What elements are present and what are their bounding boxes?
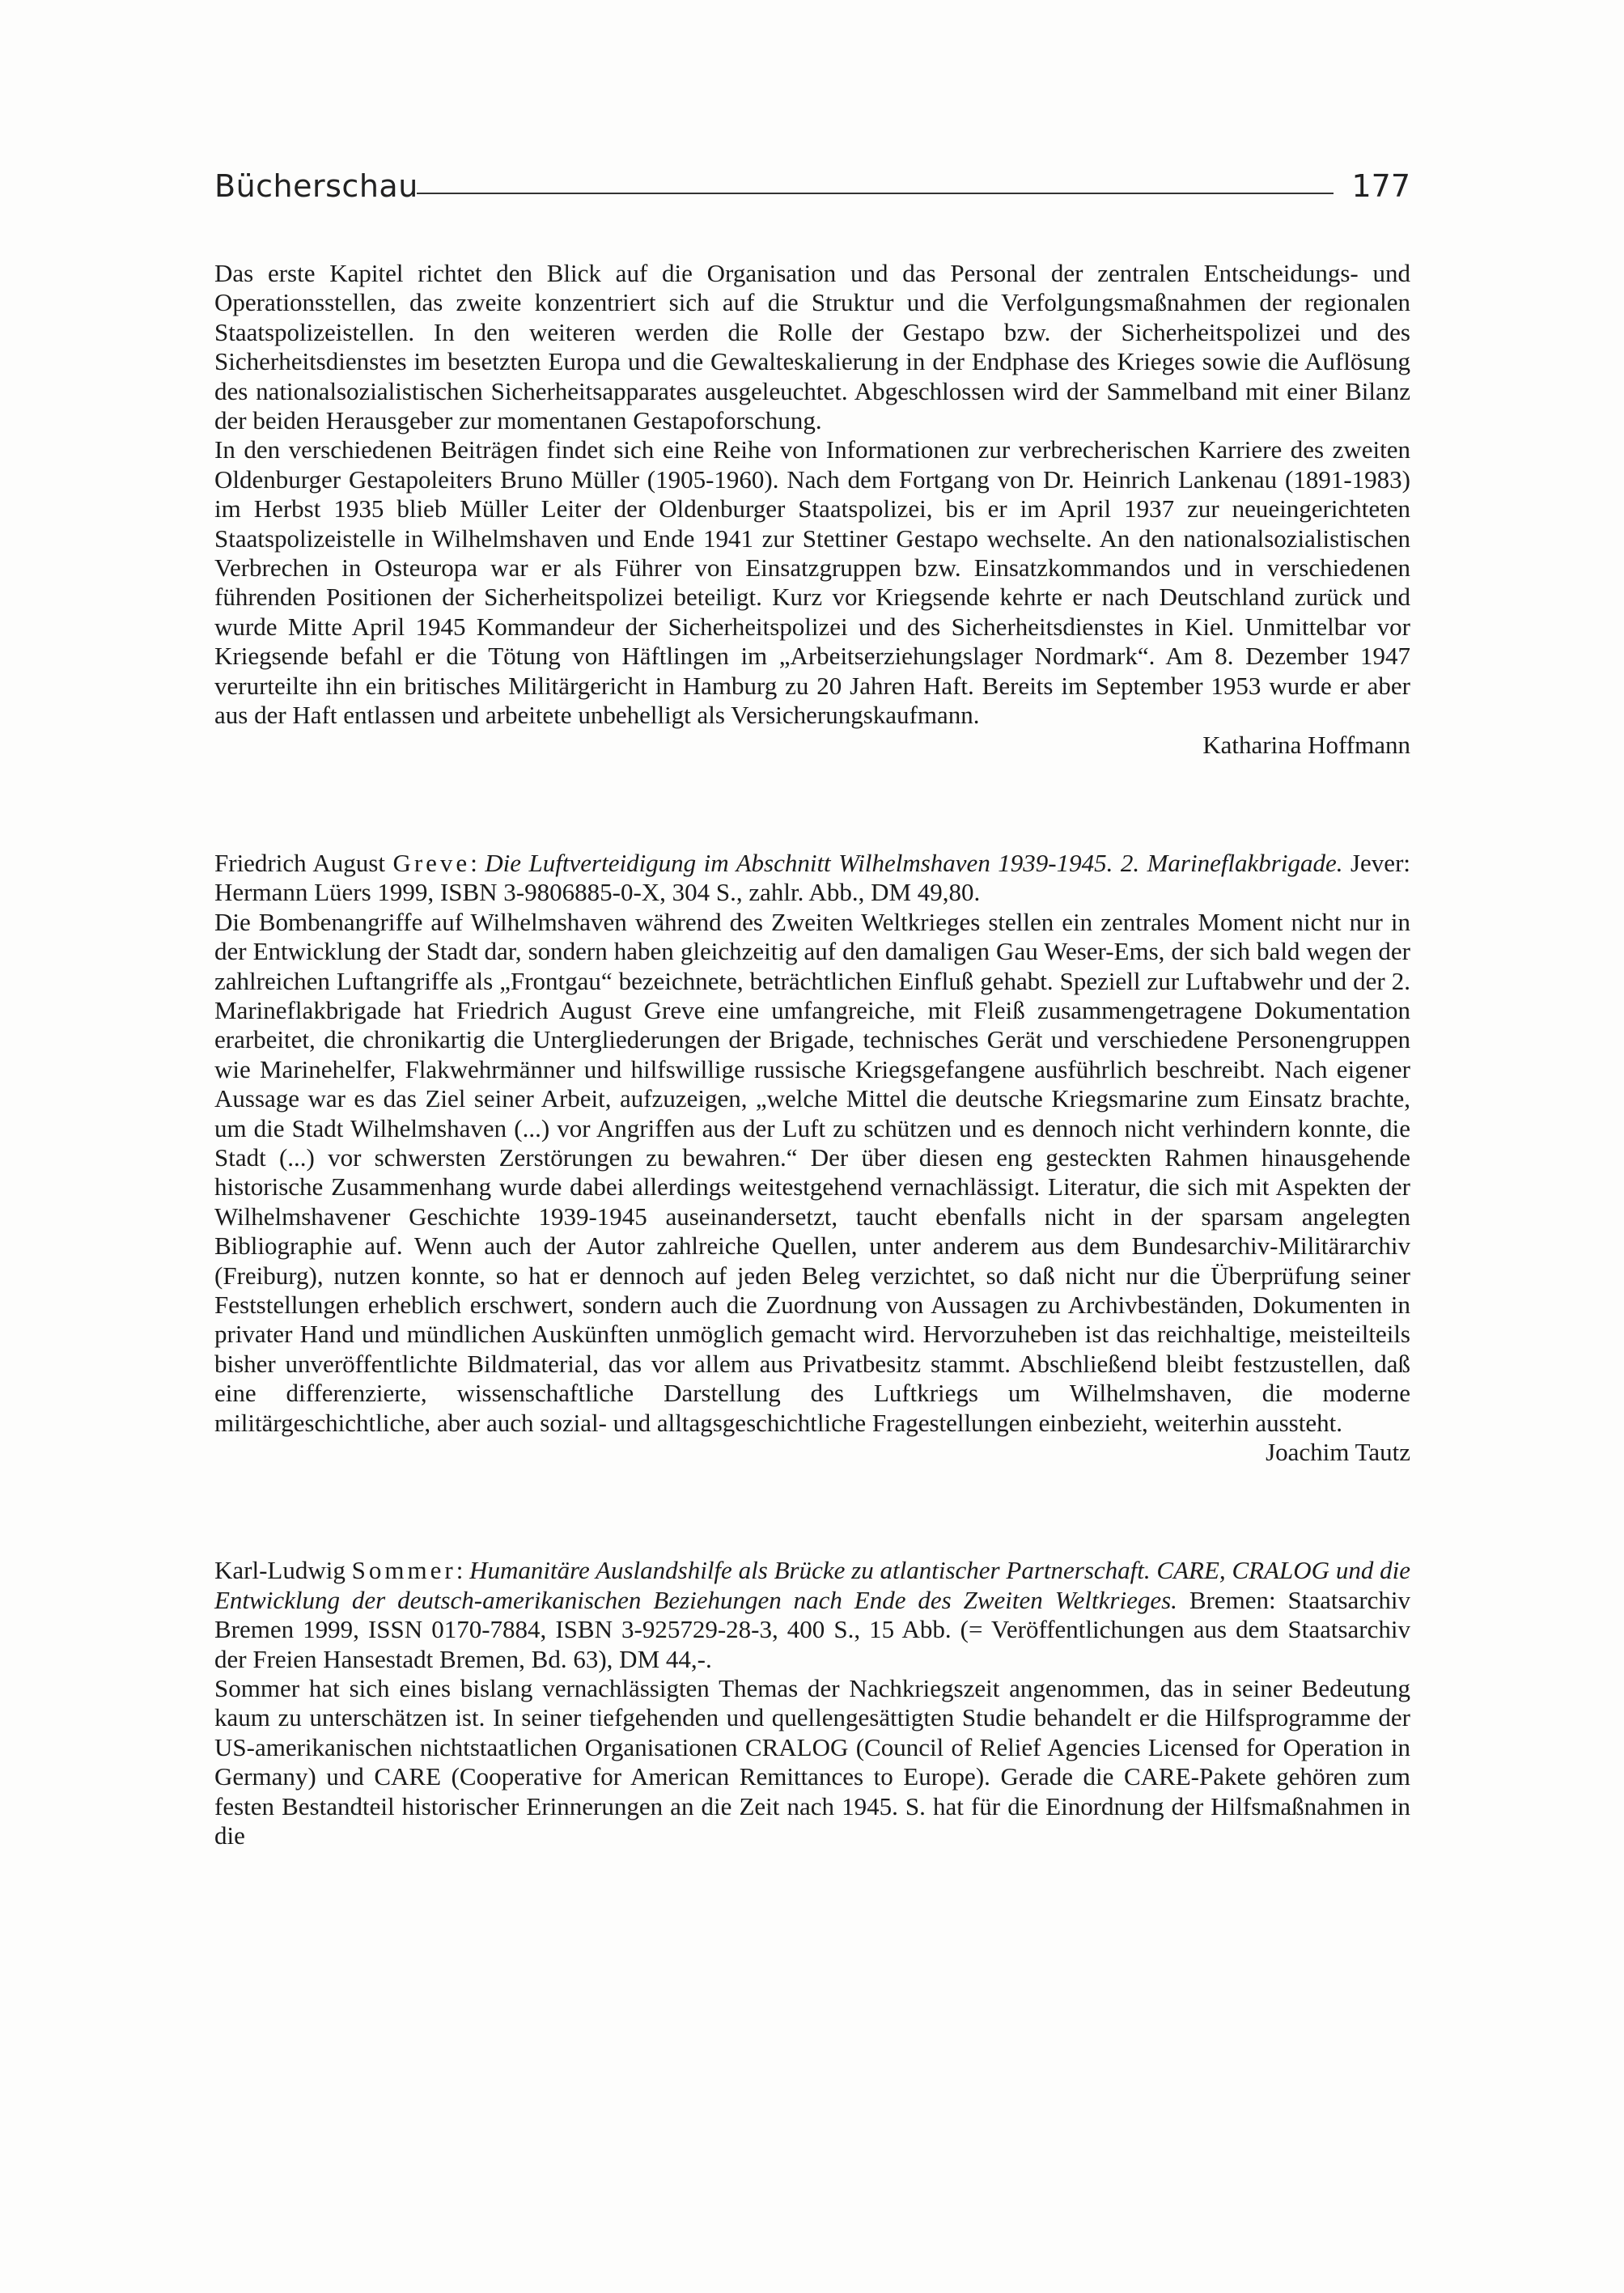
review1-reviewer: Katharina Hoffmann [1202, 730, 1410, 759]
review3-title: Humanitäre Auslandshilfe als Brücke zu atlantischer Partnerschaft. CARE, CRALOG und die Entwicklung der deutsch-amerikanischen Beziehungen nach Ende des Zweiten Weltkrieges. [214, 1556, 1410, 1614]
running-header [214, 168, 1410, 217]
section-title: Bücherschau [214, 168, 418, 204]
header-rule [417, 193, 1334, 194]
review2-title: Die Luftverteidigung im Abschnitt Wilhelmshaven 1939-1945. 2. Marineflakbrigade. [485, 848, 1343, 877]
review3-text: Sommer hat sich eines bislang vernachlässigten Themas der Nachkriegszeit angenommen, das in seiner Bedeutung kaum zu unterschätzen ist. In seiner tiefgehenden und quellengesättigten Studie behandelt er die Hilfsprogramme der US-amerikanischen nichtstaatlichen Organisationen CRALOG (Council of Relief Agencies Licensed for Operation in Germany) und CARE (Cooperative for American Remittances to Europe). Gerade die CARE-Pakete gehören zum festen Bestandteil historischer Erinnerungen an die Zeit nach 1945. S. hat für die Einordnung der Hilfsmaßnahmen in die [214, 1674, 1410, 1850]
review3-author-first: Karl-Ludwig [214, 1556, 346, 1585]
review1-paragraph-1: Das erste Kapitel richtet den Blick auf die Organisation und das Personal der zentralen Entscheidungs- und Operationsstellen, das zweite konzentriert sich auf die Struktur und die Verfolgungsmaßnahmen der regionalen Staatspolizeistellen. In den weiteren werden die Rolle der Gestapo bzw. der Sicherheitspolizei und des Sicherheitsdienstes im besetzten Europa und die Gewalteskalierung in der Endphase des Krieges sowie die Auflösung des nationalsozialistischen Sicherheitsapparates ausgeleuchtet. Abgeschlossen wird der Sammelband mit einer Bilanz der beiden Herausgeber zur momentanen Gestapoforschung. [214, 259, 1410, 435]
review3-author-last: Sommer [351, 1556, 456, 1585]
page-body [214, 259, 1410, 1851]
review2-citation [214, 849, 1410, 908]
review2-text: Die Bombenangriffe auf Wilhelmshaven während des Zweiten Weltkrieges stellen ein zentrales Moment nicht nur in der Entwicklung der Stadt dar, sondern haben gleichzeitig auf den damaligen Gau Weser-Ems, der sich bald wegen der zahlreichen Luftangriffe als „Frontgau“ bezeichnete, beträchtlichen Einfluß gehabt. Speziell zur Luftabwehr und der 2. Marineflakbrigade hat Friedrich August Greve eine umfangreiche, mit Fleiß zusammengetragene Dokumentation erarbeitet, die chronikartig die Untergliederungen der Brigade, technisches Gerät und verschiedene Personengruppen wie Marinehelfer, Flakwehrmänner und hilfswillige russische Kriegsgefangene ausführlich beschreibt. Nach eigener Aussage war es das Ziel seiner Arbeit, aufzuzeigen, „welche Mittel die deutsche Kriegsmarine zum Einsatz brachte, um die Stadt Wilhelmshaven (...) vor Angriffen aus der Luft zu schützen und es dennoch nicht verhindern konnte, die Stadt (...) vor schwersten Zerstörungen zu bewahren.“ Der über diesen eng gesteckten Rahmen hinausgehende historische Zusammenhang wurde dabei allerdings weitestgehend vernachlässigt. Literatur, die sich mit Aspekten der Wilhelmshavener Geschichte 1939-1945 auseinandersetzt, taucht ebenfalls nicht in der sparsam angelegten Bibliographie auf. Wenn auch der Autor zahlreiche Quellen, unter anderem aus dem Bundesarchiv-Militärarchiv (Freiburg), nutzen konnte, so hat er dennoch auf jeden Beleg verzichtet, so daß nicht nur die Überprüfung seiner Feststellungen erheblich erschwert, sondern auch die Zuordnung von Aussagen zu Archivbeständen, Dokumenten in privater Hand und mündlichen Auskünften unmöglich gemacht wird. Hervorzuheben ist das reichhaltige, meisteilteils bisher unveröffentlichte Bildmaterial, das vor allem aus Privatbesitz stammt. Abschließend bleibt festzustellen, daß eine differenzierte, wissenschaftliche Darstellung des Luftkriegs um Wilhelmshaven, die moderne militärgeschichtliche, aber auch sozial- und alltagsgeschichtliche Fragestellungen einbezieht, weiterhin aussteht. [214, 907, 1410, 1437]
section-spacer [214, 760, 1410, 849]
section-spacer [214, 1467, 1410, 1556]
review2-author-first: Friedrich August [214, 848, 385, 877]
review1-paragraph-2: In den verschiedenen Beiträgen findet sich eine Reihe von Informationen zur verbrecherischen Karriere des zweiten Oldenburger Gestapoleiters Bruno Müller (1905-1960). Nach dem Fortgang von Dr. Heinrich Lankenau (1891-1983) im Herbst 1935 blieb Müller Leiter der Oldenburger Staatspolizei, bis er im April 1937 zur neueingerichteten Staatspolizeistelle in Wilhelmshaven und Ende 1941 zur Stettiner Gestapo wechselte. An den nationalsozialistischen Verbrechen in Osteuropa war er als Führer von Einsatzgruppen bzw. Einsatzkommandos und in verschiedenen führenden Positionen der Sicherheitspolizei beteiligt. Kurz vor Kriegsende kehrte er nach Deutschland zurück und wurde Mitte April 1945 Kommandeur der Sicherheitspolizei und des Sicherheitsdienstes in Kiel. Unmittelbar vor Kriegsende befahl er die Tötung von Häftlingen im „Arbeitserziehungslager Nordmark“. Am 8. Dezember 1947 verurteilte ihn ein britisches Militärgericht in Hamburg zu 20 Jahren Haft. Bereits im September 1953 wurde er aber aus der Haft entlassen und arbeitete unbehelligt als Versicherungskaufmann. [214, 435, 1410, 730]
review3-biblio: Bremen: Staatsarchiv Bremen 1999, ISSN 0170-7884, ISBN 3-925729-28-3, 400 S., 15 Abb. (= Veröffentlichungen aus dem Staatsarchiv der Freien Hansestadt Bremen, Bd. 63), DM 44,-. [214, 1585, 1411, 1673]
page-number: 177 [1351, 168, 1410, 204]
review2-author-last: Greve [392, 848, 471, 877]
review2-colon: : [470, 848, 477, 877]
review2-reviewer: Joachim Tautz [1266, 1438, 1410, 1467]
review3-citation [214, 1556, 1410, 1674]
review2-biblio: Jever: Hermann Lüers 1999, ISBN 3-9806885-0-X, 304 S., zahlr. Abb., DM 49,80. [214, 848, 1411, 907]
review3-colon: : [456, 1556, 464, 1585]
